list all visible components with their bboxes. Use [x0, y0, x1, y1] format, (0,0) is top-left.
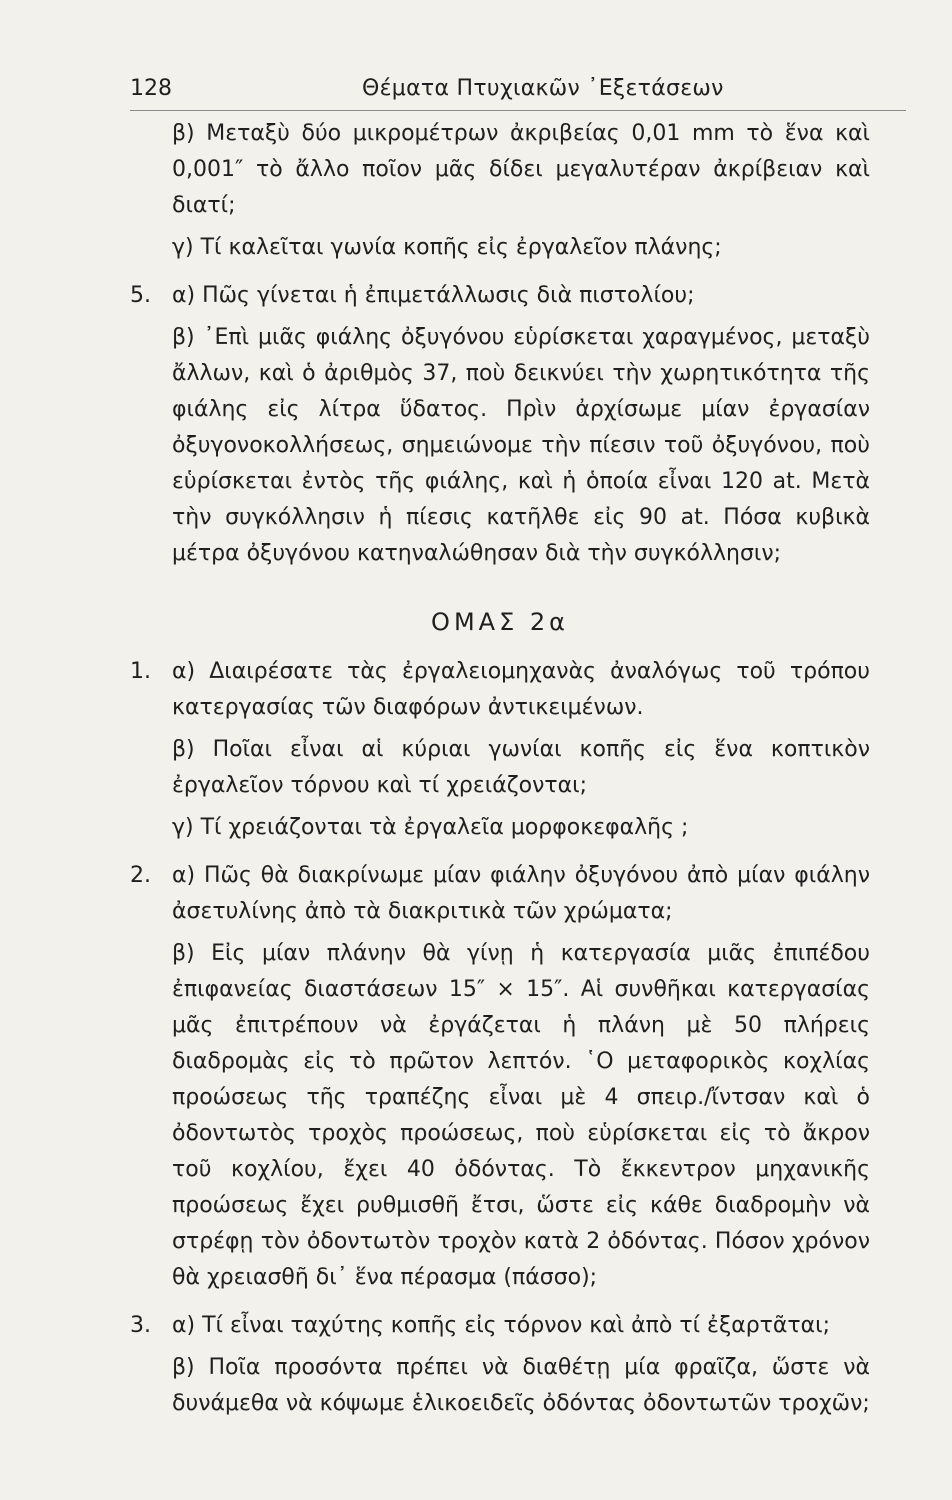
- question-number: 1.: [130, 659, 151, 684]
- page-number: 128: [130, 76, 172, 101]
- question-3a: α) Τί εἶναι ταχύτης κοπῆς εἰς τόρνον καὶ ἀπὸ τί ἐξαρτᾶται;: [172, 1313, 831, 1338]
- group-heading: ΟΜΑΣ 2α: [431, 608, 569, 636]
- question-number: 5.: [130, 283, 151, 308]
- question-5: [130, 278, 870, 572]
- question-number: 3.: [130, 1313, 151, 1338]
- question-2a: α) Πῶς θὰ διακρίνωμε μίαν φιάλην ὀξυγόνου ἀπὸ μίαν φιάλην ἀσετυλίνης ἀπὸ τὰ διακριτικὰ τῶν χρώματα;: [172, 863, 870, 924]
- question-2b: β) Εἰς μίαν πλάνην θὰ γίνῃ ἡ κατεργασία μιᾶς ἐπιπέδου ἐπιφανείας διαστάσεων 15″ × 15″. Αἱ συνθῆκαι κατεργασίας μᾶς ἐπιτρέπουν νὰ ἐργάζεται ἡ πλάνη μὲ 50 πλήρεις διαδρομὰς εἰς τὸ πρῶτον λεπτόν. ῾Ο μεταφορικὸς κοχλίας προώσεως τῆς τραπέζης εἶναι μὲ 4 σπειρ./ἴντσαν καὶ ὁ ὀδοντωτὸς τροχὸς προώσεως, ποὺ εὑρίσκεται εἰς τὸ ἄκρον τοῦ κοχλίου, ἔχει 40 ὀδόντας. Τὸ ἔκκεντρον μηχανικῆς προώσεως ἔχει ρυθμισθῆ ἔτσι, ὥστε εἰς κάθε διαδρομὴν νὰ στρέφῃ τὸν ὀδοντωτὸν τροχὸν κατὰ 2 ὀδόντας. Πόσον χρόνον θὰ χρειασθῆ δι᾿ ἕνα πέρασμα (πάσσο);: [172, 941, 870, 1290]
- page-header: [130, 76, 906, 106]
- group-question-1: [130, 654, 870, 846]
- question-3b: β) Ποῖα προσόντα πρέπει νὰ διαθέτῃ μία φραῖζα, ὥστε νὰ δυνάμεθα νὰ κόψωμε ἑλικοειδεῖς ὀδόντας ὀδοντωτῶν τροχῶν;: [172, 1355, 870, 1416]
- question-5b: β) ᾿Επὶ μιᾶς φιάλης ὀξυγόνου εὑρίσκεται χαραγμένος, μεταξὺ ἄλλων, καὶ ὁ ἀριθμὸς 37, ποὺ δεικνύει τὴν χωρητικότητα τῆς φιάλης εἰς λίτρα ὕδατος. Πρὶν ἀρχίσωμε μίαν ἐργασίαν ὀξυγονοκολλήσεως, σημειώνομε τὴν πίεσιν τοῦ ὀξυγόνου, ποὺ εὑρίσκεται ἐντὸς τῆς φιάλης, καὶ ἡ ὁποία εἶναι 120 at. Μετὰ τὴν συγκόλλησιν ἡ πίεσις κατῆλθε εἰς 90 at. Πόσα κυβικὰ μέτρα ὀξυγόνου κατηναλώθησαν διὰ τὴν συγκόλλησιν;: [172, 325, 870, 566]
- group-question-3: [130, 1308, 870, 1422]
- header-rule: [130, 110, 906, 111]
- question-5a: α) Πῶς γίνεται ἡ ἐπιμετάλλωσις διὰ πιστολίου;: [172, 283, 695, 308]
- group-question-2: [130, 858, 870, 1296]
- question-1a: α) Διαιρέσατε τὰς ἐργαλειομηχανὰς ἀναλόγως τοῦ τρόπου κατεργασίας τῶν διαφόρων ἀντικειμένων.: [172, 659, 870, 720]
- question-1c: γ) Τί χρειάζονται τὰ ἐργαλεῖα μορφοκεφαλῆς ;: [172, 815, 689, 840]
- running-title: Θέματα Πτυχιακῶν ᾿Εξετάσεων: [362, 76, 724, 101]
- question-1b: β) Ποῖαι εἶναι αἱ κύριαι γωνίαι κοπῆς εἰς ἕνα κοπτικὸν ἐργαλεῖον τόρνου καὶ τί χρειάζονται;: [172, 737, 870, 798]
- question-4b: β) Μεταξὺ δύο μικρομέτρων ἀκριβείας 0,01 mm τὸ ἕνα καὶ 0,001″ τὸ ἄλλο ποῖον μᾶς δίδει μεγαλυτέραν ἀκρίβειαν καὶ διατί;: [172, 121, 870, 218]
- question-number: 2.: [130, 863, 151, 888]
- question-4c: γ) Τί καλεῖται γωνία κοπῆς εἰς ἐργαλεῖον πλάνης;: [172, 235, 722, 260]
- page-body: [130, 116, 870, 1422]
